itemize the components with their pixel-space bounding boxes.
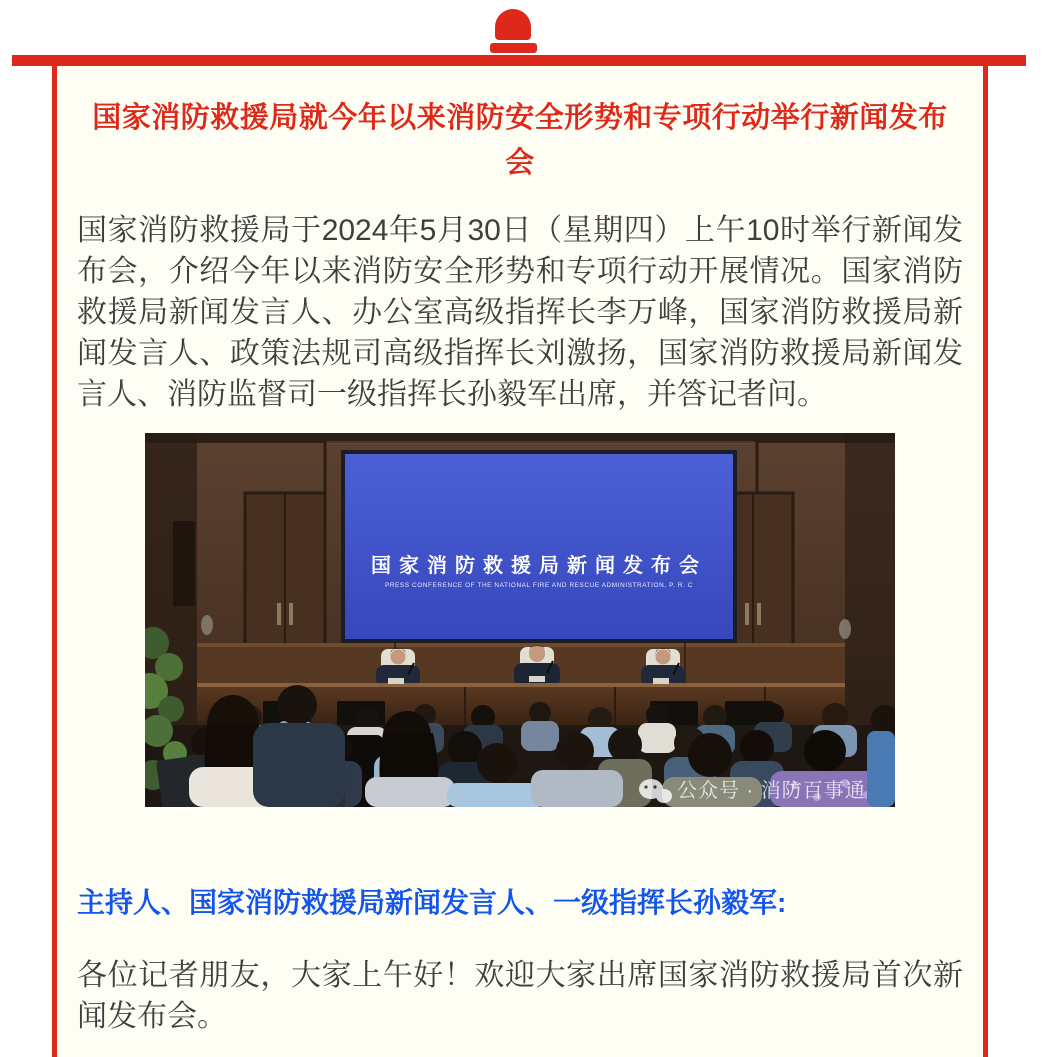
- speaker-heading: 主持人、国家消防救援局新闻发言人、一级指挥长孙毅军:: [77, 887, 787, 918]
- article-paragraph-2: 各位记者朋友，大家上午好！欢迎大家出席国家消防救援局首次新闻发布会。: [77, 959, 963, 1033]
- siren-base: [490, 43, 537, 53]
- article-title: 国家消防救援局就今年以来消防安全形势和专项行动举行新闻发布会: [92, 102, 948, 179]
- article-card: [52, 66, 988, 1057]
- screen-subtitle: PRESS CONFERENCE OF THE NATIONAL FIRE AND RESCUE ADMINISTRATION, P. R. C: [384, 582, 694, 589]
- article-paragraph-1: 国家消防救援局于2024年5月30日（星期四）上午10时举行新闻发布会，介绍今年以来消防安全形势和专项行动开展情况。国家消防救援局新闻发言人、办公室高级指挥长李万峰，国家消防救援局新闻发言人、政策法规司高级指挥长刘激扬，国家消防救援局新闻发言人、消防监督司一级指挥长孙毅军出席，并答记者问。: [77, 214, 963, 411]
- press-conference-photo[interactable]: [145, 433, 895, 807]
- header-divider-bar: [12, 55, 1026, 66]
- watermark-text: 公众号 · 消防百事通: [677, 780, 866, 802]
- siren-dome: [495, 9, 531, 40]
- projection-screen: [345, 454, 733, 639]
- siren-icon: [0, 9, 1026, 53]
- screen-title: 国家消防救援局新闻发布会: [371, 555, 707, 577]
